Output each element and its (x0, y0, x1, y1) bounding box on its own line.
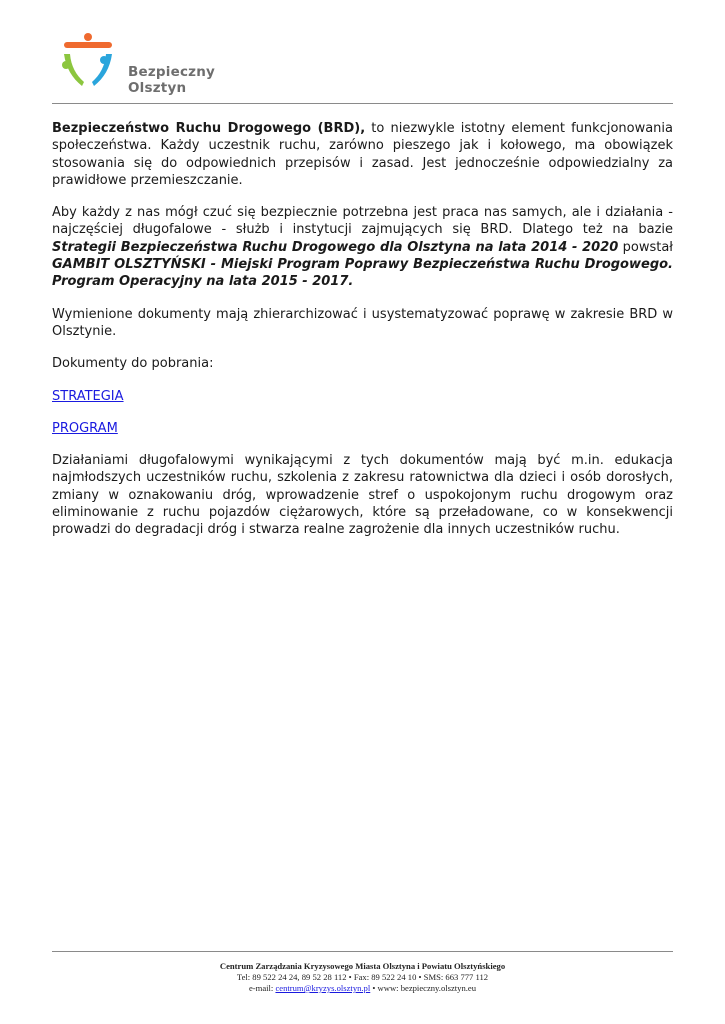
article-body (52, 120, 673, 554)
footer-email-prefix: e-mail: (248, 983, 276, 993)
paragraph-strategy (52, 204, 673, 290)
footer (52, 961, 673, 994)
paragraph-documents: Wymienione dokumenty mają zhierarchizować i usystematyzować poprawę w zakresie BRD w Olsztynie. (52, 306, 673, 339)
footer-contact-line (52, 983, 673, 994)
logo-text-line2: Olsztyn (128, 80, 187, 96)
link-strategia[interactable]: STRATEGIA (52, 388, 124, 404)
paragraph-intro (52, 120, 673, 189)
link-program[interactable]: PROGRAM (52, 420, 118, 436)
gambit-program-title: GAMBIT OLSZTYŃSKI - Miejski Program Poprawy Bezpieczeństwa Ruchu Drogowego. Program Operacyjny na lata 2015 - 2017. (52, 257, 673, 290)
logo (60, 32, 220, 96)
link-strategia-row (52, 388, 673, 405)
paragraph-strategy-text-start: Aby każdy z nas mógł czuć się bezpiecznie potrzebna jest praca nas samych, ale i działania - najczęściej długofalowe - służb i instytucji zajmujących się BRD. Dlatego też na bazie (52, 205, 673, 238)
link-program-row (52, 420, 673, 437)
footer-email-link[interactable]: centrum@kryzys.olsztyn.pl (275, 983, 371, 993)
logo-text (128, 64, 215, 96)
footer-phone-line: Tel: 89 522 24 24, 89 52 28 112 • Fax: 89 522 24 10 • SMS: 663 777 112 (236, 972, 489, 982)
paragraph-intro-text: to niezwykle istotny element funkcjonowania społeczeństwa. Każdy uczestnik ruchu, zarówno pieszego jak i kołowego, ma obowiązek stosowania się do odpowiednich przepisów i zasad. Jest jednocześnie odpowiedzialny za prawidłowe przemieszczanie. (52, 121, 674, 188)
strategy-title: Strategii Bezpieczeństwa Ruchu Drogowego dla Olsztyna na lata 2014 - 2020 (52, 239, 619, 255)
header-divider (52, 103, 673, 104)
downloads-label: Dokumenty do pobrania: (52, 356, 214, 372)
footer-www: • www: bezpieczny.olsztyn.eu (370, 983, 477, 993)
logo-text-line1: Bezpieczny (128, 64, 216, 80)
footer-org-name: Centrum Zarządzania Kryzysowego Miasta Olsztyna i Powiatu Olsztyńskiego (219, 961, 506, 971)
brd-bold-term: Bezpieczeństwo Ruchu Drogowego (BRD), (52, 121, 366, 136)
paragraph-strategy-text-mid: powstał (618, 239, 673, 255)
paragraph-actions: Działaniami długofalowymi wynikającymi z tych dokumentów mają być m.in. edukacja najmłodszych uczestników ruchu, szkolenia z zakresu ratownictwa dla dzieci i osób dorosłych, zmiany w oznakowaniu dróg, wprowadzenie stref o uspokojonym ruchu drogowym oraz eliminowanie z ruchu pojazdów ciężarowych, które są przeładowane, co w konsekwencji prowadzi do degradacji dróg i stwarza realne zagrożenie dla innych uczestników ruchu. (52, 453, 673, 538)
logo-mark-icon (60, 32, 124, 96)
footer-divider (52, 951, 673, 952)
